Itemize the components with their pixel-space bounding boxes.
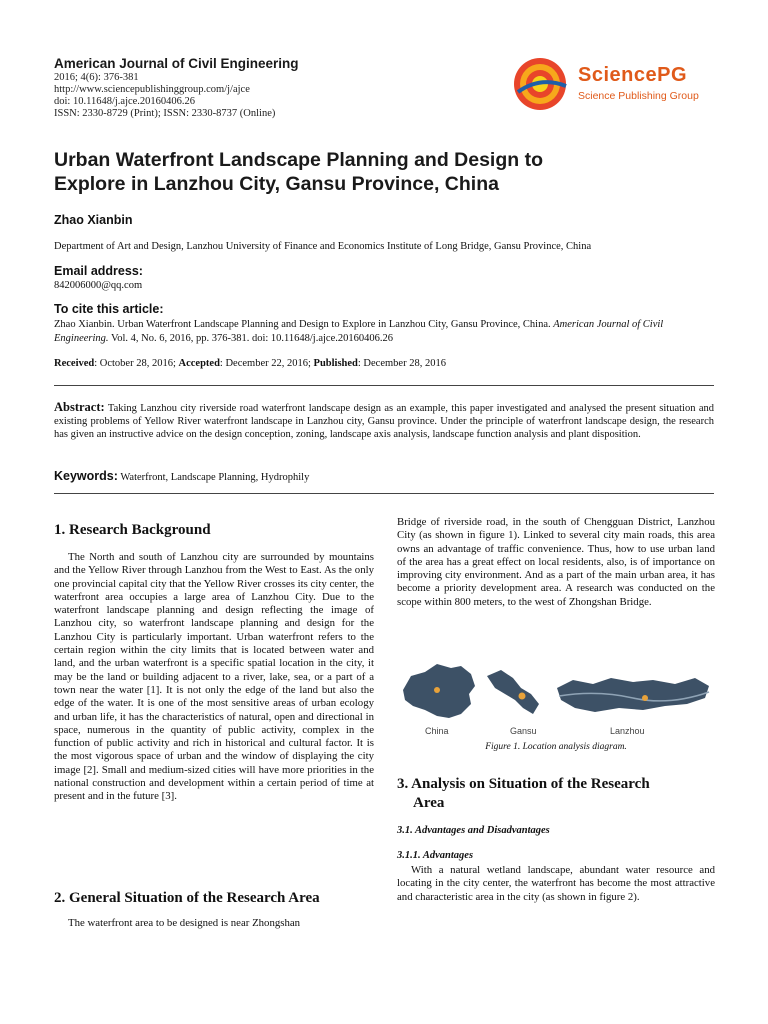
received-label: Received — [54, 358, 95, 369]
divider-bottom — [54, 493, 714, 494]
subsection-3-1-1-paragraph: With a natural wetland landscape, abundant water resource and locating in the city center, the waterfront has become the most attractive and characteristic area in the city (as shown in figure 2). — [397, 864, 715, 903]
email-heading: Email address: — [54, 264, 143, 278]
section-2-heading: 2. General Situation of the Research Area — [54, 890, 320, 906]
location-maps — [397, 660, 715, 726]
subsection-3-1-1-heading: 3.1.1. Advantages — [397, 850, 474, 861]
citation-journal: American Journal of Civil Engineering. — [54, 319, 664, 344]
journal-url[interactable]: http://www.sciencepublishinggroup.com/j/ajce — [54, 84, 250, 95]
publication-dates — [54, 357, 714, 371]
map-label-lanzhou: Lanzhou — [610, 726, 645, 736]
journal-doi[interactable]: doi: 10.11648/j.ajce.20160406.26 — [54, 96, 196, 107]
section-2-body — [54, 917, 374, 930]
journal-issn: ISSN: 2330-8729 (Print); ISSN: 2330-8737 (Online) — [54, 108, 276, 119]
affiliation: Department of Art and Design, Lanzhou University of Finance and Economics Institute of Long Bridge, Gansu Province, China — [54, 241, 592, 252]
subsection-3-1-heading: 3.1. Advantages and Disadvantages — [397, 825, 550, 836]
figure-1 — [397, 660, 715, 740]
abstract-label: Abstract: — [54, 400, 105, 414]
abstract-text: Taking Lanzhou city riverside road waterfront landscape design as an example, this paper investigated and analysed the present situation and existing problems of Yellow River waterfront landscape in Lanzhou city, Gansu province. Under the principle of waterfront landscape design, the research has given an instructive advice on the design conception, zoning, landscape axis analysis, landscape function analysis and plant disposition. — [54, 403, 715, 440]
section-2-paragraph: The waterfront area to be designed is near Zhongshan — [68, 917, 301, 929]
title-line-1: Urban Waterfront Landscape Planning and Design to — [54, 149, 543, 171]
sciencepg-logo-icon — [512, 56, 568, 112]
journal-name: American Journal of Civil Engineering — [54, 56, 299, 71]
section-1-paragraph: The North and south of Lanzhou city are surrounded by mountains and the Yellow River through Lanzhou from the West to East. As the only one provincial capital city that the Yellow River crosses its city center, the waterfront area occupies a large area of Lanzhou City. Due to the waterfront landscape planning and design reflecting the image of Lanzhou city, so waterfront landscape planning and design for the Lanzhou City is particularly important. Urban waterfront refers to the certain region within the city limits that is located between water and land, and the urban waterfront is a specific spatial location in the city, it may be the land or building adjacent to a river, lake, sea, or a part of a town near the water [1]. It is not only the edge of the land but also the edge of the water. It is one of the most sensitive areas of urban ecology and urban life, it has the characteristics of natural, open and directional in space, numerous in the quantity of public activity, complex in the function of public activity and rich in historical and cultural factor. It is the most vigorous space of urban and the window of displaying the city image [2]. Small and medium-sized cities will have more priorities in the national construction and development within a certain period of time at present and in the future [3]. — [54, 551, 374, 803]
section-3-title-line-1: 3. Analysis on Situation of the Research — [397, 776, 650, 792]
email-address[interactable]: 842006000@qq.com — [54, 280, 143, 291]
published-date: : December 28, 2016 — [357, 358, 446, 369]
published-label: Published — [313, 358, 358, 369]
accepted-date: : December 22, 2016; — [219, 358, 314, 369]
journal-issue: 2016; 4(6): 376-381 — [54, 72, 139, 83]
author-name: Zhao Xianbin — [54, 213, 133, 227]
map-label-china: China — [425, 726, 449, 736]
sciencepg-logo — [512, 56, 722, 114]
map-label-gansu: Gansu — [510, 726, 537, 736]
section-3-heading — [397, 775, 715, 813]
section-2-continued — [397, 516, 715, 609]
divider-top — [54, 385, 714, 386]
china-map — [403, 664, 475, 718]
subsection-3-1-1-body — [397, 864, 715, 904]
logo-subtitle: Science Publishing Group — [578, 90, 699, 102]
paper-title — [54, 148, 714, 196]
section-1-heading: 1. Research Background — [54, 522, 211, 538]
accepted-label: Accepted — [178, 358, 220, 369]
citation-part-b: Vol. 4, No. 6, 2016, pp. 376-381. doi: 10.11648/j.ajce.20160406.26 — [110, 333, 393, 344]
cite-heading: To cite this article: — [54, 302, 164, 316]
keywords-label: Keywords: — [54, 469, 118, 483]
received-date: : October 28, 2016; — [94, 358, 179, 369]
lanzhou-map — [557, 678, 709, 712]
citation-part-a: Zhao Xianbin. Urban Waterfront Landscape Planning and Design to Explore in Lanzhou City, Gansu Province, China. — [54, 319, 551, 330]
section-1-body — [54, 551, 374, 804]
section-2-continued-paragraph: Bridge of riverside road, in the south of Chengguan District, Lanzhou City (as shown in figure 1). Linked to several city main roads, this area owns an advantage of traffic convenience. Thus, how to use urban land of the area has a great effect on local residents, also, is of importance on improving city environment. And as a part of the main urban area, it has become a priority development area. A research was conducted on the scope within 800 meters, to the west of Zhongshan Bridge. — [397, 516, 715, 608]
section-3-title-line-2: Area — [413, 795, 445, 811]
title-line-2: Explore in Lanzhou City, Gansu Province, China — [54, 173, 499, 195]
keywords — [54, 469, 714, 483]
gansu-map — [487, 670, 539, 714]
keywords-text: Waterfront, Landscape Planning, Hydrophily — [120, 472, 310, 483]
logo-name: SciencePG — [578, 64, 688, 86]
abstract — [54, 401, 714, 441]
figure-1-caption: Figure 1. Location analysis diagram. — [485, 742, 627, 752]
citation-text — [54, 318, 714, 346]
